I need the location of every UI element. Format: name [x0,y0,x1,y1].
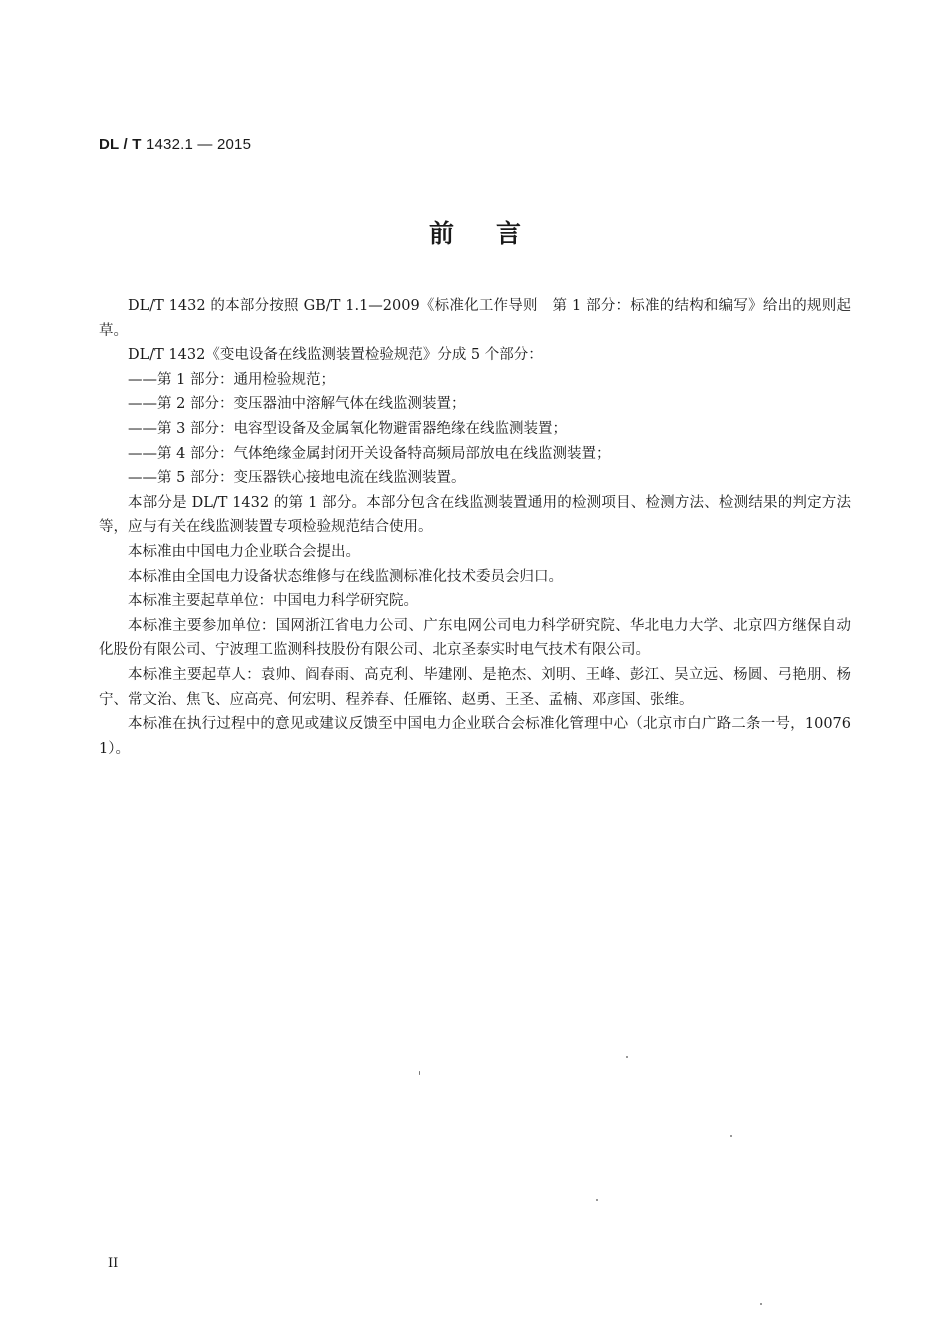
list-item-part-4: ——第 4 部分：气体绝缘金属封闭开关设备特高频局部放电在线监测装置； [128,445,611,462]
foreword-body [99,294,851,761]
paragraph-main-drafter-unit: 本标准主要起草单位：中国电力科学研究院。 [128,593,418,610]
list-item-part-1: ——第 1 部分：通用检验规范； [128,371,335,388]
scan-speck [760,1303,762,1305]
scan-speck [419,1071,420,1075]
document-code-number: 1432.1 — 2015 [141,136,252,153]
paragraph-feedback: 本标准在执行过程中的意见或建议反馈至中国电力企业联合会标准化管理中心（北京市白广路二条一号，100761）。 [99,716,851,757]
paragraph-committee: 本标准由全国电力设备状态维修与在线监测标准化技术委员会归口。 [128,568,563,585]
page-number: II [108,1256,119,1271]
scan-speck [596,1199,598,1201]
list-item-part-3: ——第 3 部分：电容型设备及金属氧化物避雷器绝缘在线监测装置； [128,420,567,437]
page-title: 前言 [428,219,563,248]
scan-speck [730,1135,732,1137]
document-code [99,136,251,153]
paragraph-drafting-rules: DL/T 1432 的本部分按照 GB/T 1.1—2009《标准化工作导则 第 1 部分：标准的结构和编写》给出的规则起草。 [99,298,851,339]
paragraph-parts-intro: DL/T 1432《变电设备在线监测装置检验规范》分成 5 个部分： [128,347,543,364]
scan-speck [626,1056,628,1058]
list-item-part-2: ——第 2 部分：变压器油中溶解气体在线监测装置； [128,396,466,413]
paragraph-part-scope: 本部分是 DL/T 1432 的第 1 部分。本部分包含在线监测装置通用的检测项目、检测方法、检测结果的判定方法等，应与有关在线监测装置专项检验规范结合使用。 [99,494,851,536]
paragraph-main-drafters: 本标准主要起草人：袁帅、阎春雨、高克利、毕建刚、是艳杰、刘明、王峰、彭江、吴立远、杨圆、弓艳朋、杨宁、常文治、焦飞、应高亮、何宏明、程养春、任雁铭、赵勇、王圣、孟楠、邓彦国、张维。 [99,666,851,708]
document-code-prefix: DL / T [99,136,142,153]
paragraph-proposer: 本标准由中国电力企业联合会提出。 [128,543,360,560]
paragraph-participating-units: 本标准主要参加单位：国网浙江省电力公司、广东电网公司电力科学研究院、华北电力大学、北京四方继保自动化股份有限公司、宁波理工监测科技股份有限公司、北京圣泰实时电气技术有限公司。 [99,617,851,659]
list-item-part-5: ——第 5 部分：变压器铁心接地电流在线监测装置。 [128,470,466,487]
